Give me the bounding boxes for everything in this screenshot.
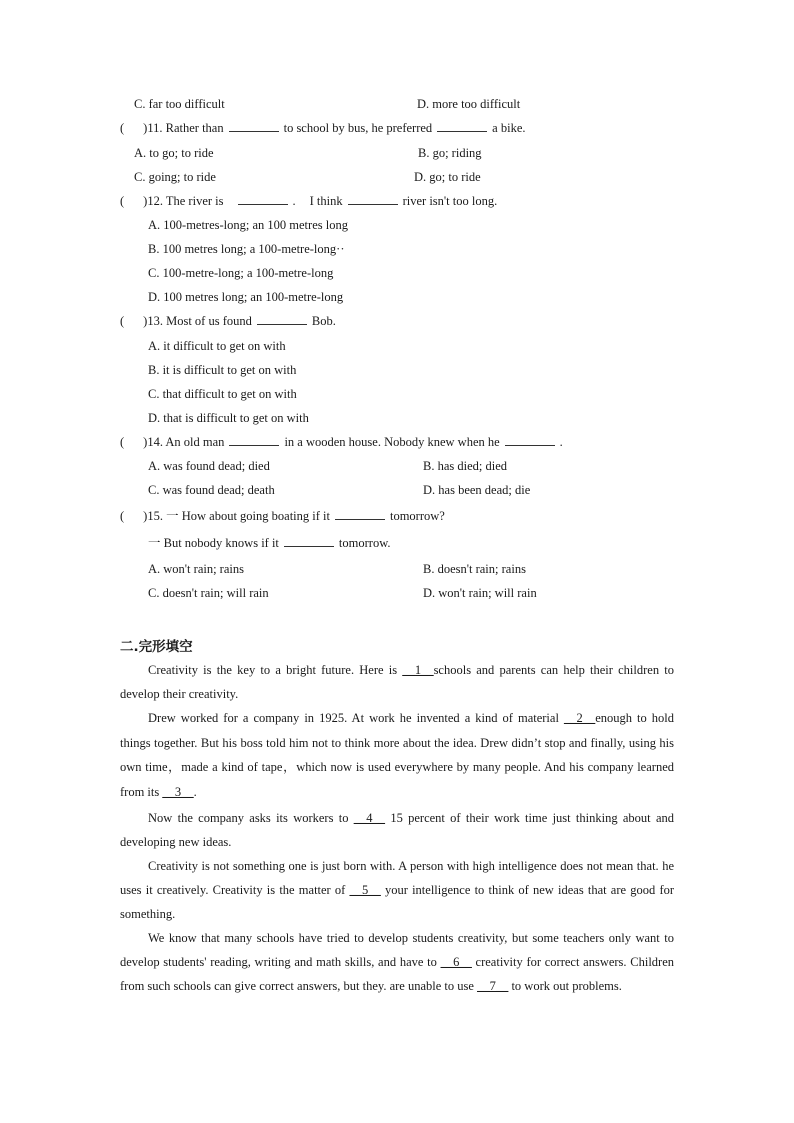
question-text: tomorrow?	[389, 509, 445, 523]
cloze-paragraph-4	[120, 854, 674, 927]
cloze-blank-6: __6__	[440, 955, 472, 970]
answer-paren: (	[120, 194, 125, 208]
answer-blank	[335, 508, 385, 520]
q11-option-b: B. go; riding	[418, 146, 482, 160]
question-text: Most of us found	[166, 314, 252, 328]
q10-option-d: D. more too difficult	[417, 97, 521, 111]
answer-paren: (	[120, 314, 125, 328]
question-text: a bike.	[492, 121, 526, 135]
paragraph-text: 15 percent of their work time just thinking about and developing new ideas.	[120, 811, 674, 850]
cloze-blank-4: __4__	[353, 811, 386, 825]
cloze-paragraph-1	[120, 658, 674, 706]
paragraph-text: Creativity is not something one is just born with. A person with high intelligence does not mean that. he uses it creatively. Creativity is the matter of	[120, 859, 674, 898]
question-15	[120, 508, 445, 524]
question-14	[120, 434, 563, 450]
answer-blank	[505, 434, 555, 446]
cloze-paragraph-2	[120, 706, 674, 804]
q12-option-a: A. 100-metres-long; an 100 metres long	[148, 218, 348, 232]
question-text: An old man	[165, 435, 225, 449]
question-text: The river is	[165, 194, 224, 208]
question-text: river isn't too long.	[402, 194, 498, 208]
question-text: Rather than	[165, 121, 224, 135]
paragraph-text: to work out problems.	[511, 979, 622, 994]
paragraph-text: schools and parents can help their children to develop their creativity.	[120, 663, 675, 702]
q14-option-c: C. was found dead; death	[148, 483, 275, 497]
question-text: Bob.	[311, 314, 336, 328]
question-text: 一 How about going boating if it	[166, 509, 330, 523]
q12-option-b: B. 100 metres long; a 100-metre-long··	[148, 242, 345, 256]
question-number: )12.	[143, 194, 163, 208]
answer-blank	[229, 120, 279, 132]
answer-blank	[229, 434, 279, 446]
q15-option-a: A. won't rain; rains	[148, 562, 244, 576]
q10-option-c: C. far too difficult	[134, 97, 225, 111]
paragraph-text: .	[193, 784, 197, 799]
paragraph-text: Now the company asks its workers to	[148, 811, 349, 825]
q13-option-a: A. it difficult to get on with	[148, 339, 286, 353]
q15-option-b: B. doesn't rain; rains	[423, 562, 526, 576]
answer-blank	[348, 193, 398, 205]
q14-option-a: A. was found dead; died	[148, 459, 270, 473]
answer-paren: (	[120, 509, 125, 523]
q15-option-d: D. won't rain; will rain	[423, 586, 537, 600]
cloze-blank-2: __2__	[563, 711, 596, 725]
q11-option-c: C. going; to ride	[134, 170, 216, 184]
question-text: .	[559, 435, 563, 449]
cloze-paragraph-5	[120, 926, 674, 999]
q14-option-b: B. has died; died	[423, 459, 508, 473]
cloze-blank-1: __1__	[402, 663, 434, 677]
answer-paren: (	[120, 121, 125, 135]
q11-option-a: A. to go; to ride	[134, 146, 214, 160]
answer-paren: (	[120, 435, 125, 449]
question-text: in a wooden house. Nobody knew when he	[284, 435, 500, 449]
question-number: )14.	[143, 435, 163, 449]
paragraph-text: your intelligence to think of new ideas that are good for something.	[120, 883, 675, 922]
paragraph-text: We know that many schools have tried to develop students creativity, but some teachers only want to develop students' reading, writing and math skills, and have to	[120, 931, 674, 970]
question-text: .	[292, 194, 296, 208]
paragraph-text: Drew worked for a company in 1925. At work he invented a kind of material	[148, 711, 559, 725]
question-text: 一 But nobody knows if it	[148, 536, 279, 550]
question-13	[120, 313, 336, 329]
question-12	[120, 193, 497, 209]
question-text: to school by bus, he preferred	[283, 121, 433, 135]
question-number: )15.	[143, 509, 163, 523]
cloze-blank-7: __7__	[477, 979, 509, 994]
q11-option-d: D. go; to ride	[414, 170, 481, 184]
question-15-line-2	[148, 535, 391, 551]
paragraph-text: creativity for correct answers. Children from such schools can give correct answers, but they. are unable to use	[120, 955, 674, 994]
answer-blank	[257, 313, 307, 325]
q13-option-b: B. it is difficult to get on with	[148, 363, 297, 377]
answer-blank	[238, 193, 288, 205]
q15-option-c: C. doesn't rain; will rain	[148, 586, 269, 600]
answer-blank	[437, 120, 487, 132]
question-number: )11.	[143, 121, 163, 135]
cloze-blank-3: __3__	[162, 784, 194, 799]
paragraph-text: enough to hold things together. But his boss told him not to think more about the idea. Drew didn’t stop and finally, using his own time，made a kind of tape，which now is used everywhere by many people. And his company learned from its	[120, 711, 675, 799]
cloze-blank-5: __5__	[349, 883, 381, 898]
q14-option-d: D. has been dead; die	[423, 483, 531, 497]
q13-option-d: D. that is difficult to get on with	[148, 411, 309, 425]
section-heading: 二.完形填空	[120, 639, 193, 655]
question-text: tomorrow.	[338, 536, 391, 550]
q13-option-c: C. that difficult to get on with	[148, 387, 297, 401]
answer-blank	[284, 535, 334, 547]
question-11	[120, 120, 526, 136]
paragraph-text: Creativity is the key to a bright future. Here is	[148, 663, 398, 677]
q12-option-d: D. 100 metres long; an 100-metre-long	[148, 290, 344, 304]
question-text: I think	[309, 194, 343, 208]
question-number: )13.	[143, 314, 163, 328]
cloze-paragraph-3	[120, 806, 674, 854]
q12-option-c: C. 100-metre-long; a 100-metre-long	[148, 266, 334, 280]
